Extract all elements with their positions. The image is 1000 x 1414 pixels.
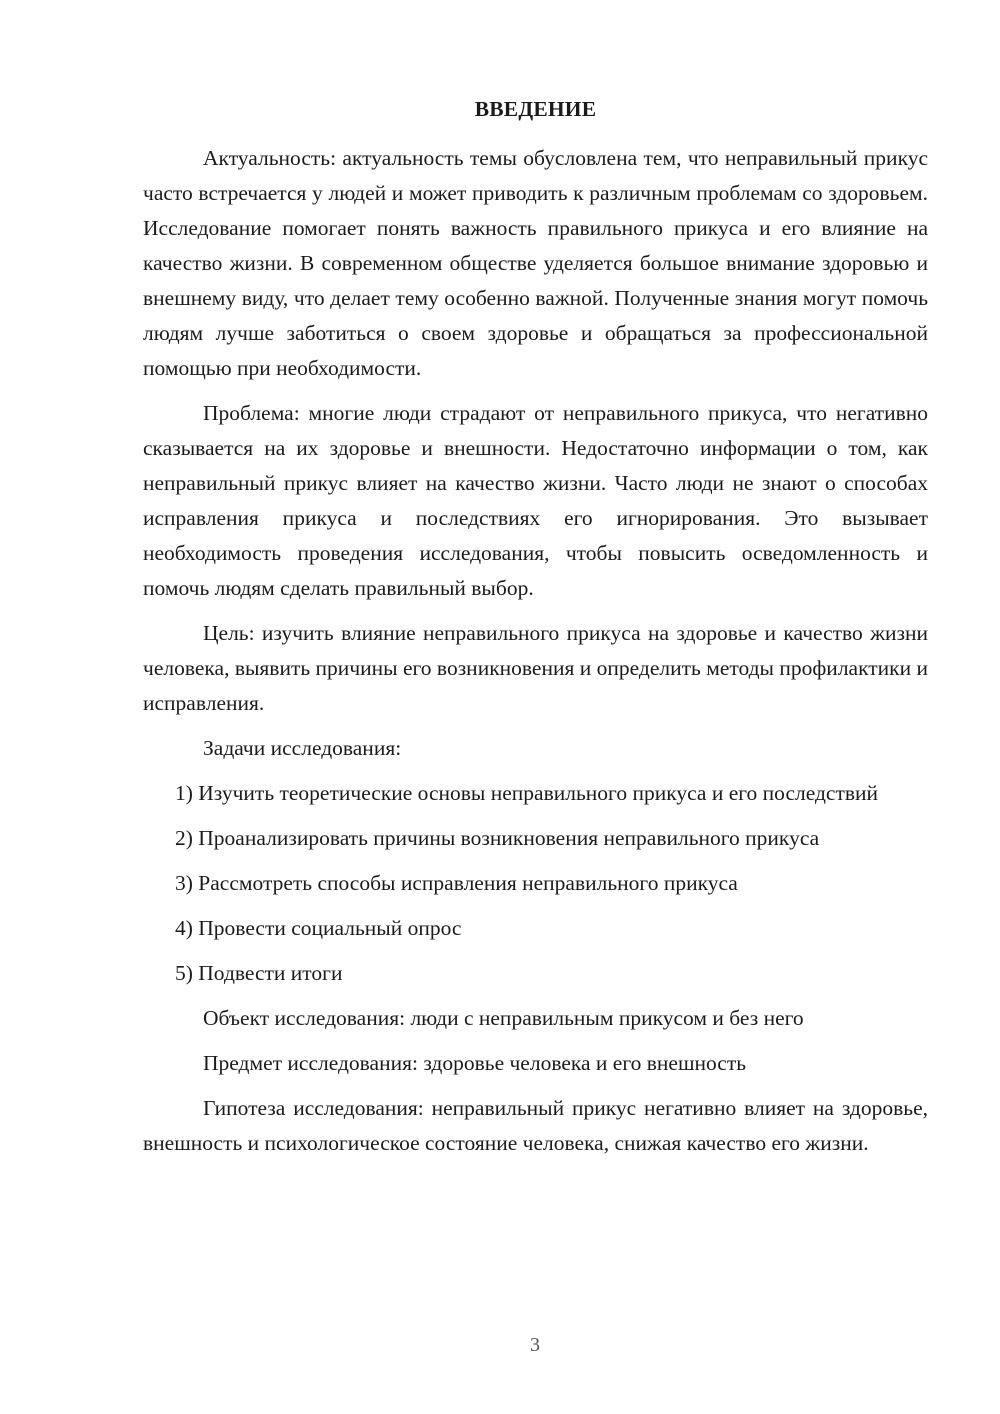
task-item: 2) Проанализировать причины возникновения неправильного прикуса: [175, 826, 820, 850]
page-title: ВВЕДЕНИЕ: [474, 97, 597, 121]
tasks-heading: Задачи исследования:: [203, 736, 402, 760]
research-subject: Предмет исследования: здоровье человека и его внешность: [203, 1051, 747, 1075]
task-item: 3) Рассмотреть способы исправления неправильного прикуса: [175, 871, 738, 895]
problem-paragraph: Проблема: многие люди страдают от неправильного прикуса, что негативно сказывается на их здоровье и внешности. Недостаточно информации о том, как неправильный прикус влияет на качество жизни. Часто люди не знают о способах исправления прикуса и последствиях его игнорирования. Это вызывает необходимость проведения исследования, чтобы повысить осведомленность и помочь людям сделать правильный выбор.: [143, 401, 928, 600]
relevance-paragraph: Актуальность: актуальность темы обусловлена тем, что неправильный прикус часто встречается у людей и может приводить к различным проблемам со здоровьем. Исследование помогает понять важность правильного прикуса и его влияние на качество жизни. В современном обществе уделяется большое внимание здоровью и внешнему виду, что делает тему особенно важной. Полученные знания могут помочь людям лучше заботиться о своем здоровье и обращаться за профессиональной помощью при необходимости.: [143, 146, 928, 380]
task-item: 4) Провести социальный опрос: [175, 916, 462, 940]
page-number: 3: [530, 1334, 540, 1356]
task-item: 5) Подвести итоги: [175, 961, 343, 985]
research-hypothesis: Гипотеза исследования: неправильный прикус негативно влияет на здоровье, внешность и психологическое состояние человека, снижая качество его жизни.: [143, 1096, 928, 1155]
research-object: Объект исследования: люди с неправильным прикусом и без него: [203, 1006, 804, 1030]
task-item: 1) Изучить теоретические основы неправильного прикуса и его последствий: [175, 781, 879, 805]
document-page: [143, 92, 928, 1171]
goal-paragraph: Цель: изучить влияние неправильного прикуса на здоровье и качество жизни человека, выявить причины его возникновения и определить методы профилактики и исправления.: [143, 621, 928, 715]
tasks-list: [143, 776, 928, 991]
